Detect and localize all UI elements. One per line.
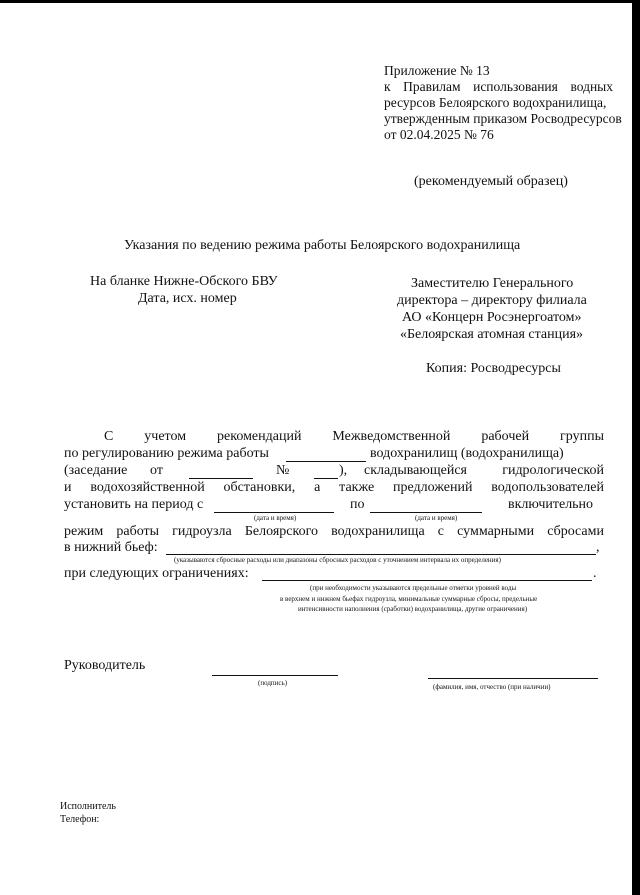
body-line-2-end: водохранилищ (водохранилища) (370, 446, 564, 461)
appendix-line-4: утвержденным приказом Росводресурсов (384, 111, 622, 126)
blank-meeting-number (314, 478, 338, 479)
appendix-line-5: от 02.04.2025 № 76 (384, 127, 494, 142)
appendix-number: Приложение № 13 (384, 63, 490, 78)
blank-reservoir (286, 461, 366, 462)
hint-restrictions-3: интенсивности наполнения (сработки) водохранилища, другие ограничения) (298, 605, 528, 613)
restrictions-label: при следующих ограничениях: (64, 566, 249, 581)
blank-signature (212, 675, 338, 676)
restrictions-period: . (593, 566, 597, 581)
body-word: водопользователей (491, 480, 604, 495)
body-word: С (104, 429, 114, 444)
body-word: рекомендаций (217, 429, 302, 444)
blank-meeting-date (189, 478, 253, 479)
blank-date-to (370, 512, 482, 513)
body-line-3-end (364, 463, 604, 479)
body-word: учетом (144, 429, 187, 444)
appendix-word: к (384, 79, 391, 94)
appendix-word: водных (570, 79, 613, 94)
body-word: и (64, 480, 72, 495)
sample-note: (рекомендуемый образец) (414, 174, 568, 189)
recipient-line-3: АО «Концерн Росэнергоатом» (402, 310, 582, 325)
body-line-1 (104, 429, 604, 445)
body-word: группы (560, 429, 604, 444)
recipient-line-2: директора – директору филиала (397, 293, 587, 308)
body-line-6 (64, 524, 604, 540)
body-line-4 (64, 480, 604, 496)
hint-date-from: (дата и время) (254, 514, 297, 522)
hint-discharges: (указываются сбросные расходы или диапазоны сбросных расходов с уточнением интервала их определения) (174, 556, 501, 564)
signature-head: Руководитель (64, 658, 146, 673)
period-to-label: по (350, 497, 365, 512)
hint-restrictions-2: в верхнем и нижнем бьефах гидроузла, минимальные суммарные сбросы, предельные (280, 595, 538, 603)
discharge-label: в нижний бьеф: (64, 540, 158, 555)
appendix-word: использования (473, 79, 558, 94)
meeting-from-label: от (150, 463, 163, 478)
hint-signature: (подпись) (258, 679, 288, 687)
copy-line: Копия: Росводресурсы (426, 361, 561, 376)
meeting-label: (заседание (64, 463, 128, 478)
appendix-line-3: ресурсов Белоярского водохранилища, (384, 95, 607, 110)
scan-right-edge (632, 0, 640, 895)
body-word: складывающейся (364, 463, 467, 478)
meeting-close: ), (339, 463, 348, 478)
hint-full-name: (фамилия, имя, отчество (при наличии) (433, 683, 551, 691)
blank-discharges (166, 554, 596, 555)
period-label: установить на период с (64, 497, 204, 512)
blank-date-from (214, 512, 334, 513)
blank-restrictions (262, 580, 592, 581)
discharge-comma: , (596, 540, 600, 555)
recipient-line-1: Заместителю Генерального (411, 276, 574, 291)
body-line-6-text: режим работы гидроузла Белоярского водохранилища с суммарными сбросами (64, 524, 604, 539)
period-inclusive: включительно (508, 497, 594, 512)
sender-line-1: На бланке Нижне-Обского БВУ (90, 274, 278, 289)
phone-label: Телефон: (60, 814, 100, 825)
recipient-line-4: «Белоярская атомная станция» (400, 327, 584, 342)
body-word: рабочей (481, 429, 530, 444)
hint-restrictions-1: (при необходимости указываются предельные отметки уровней воды (310, 584, 517, 592)
executor-label: Исполнитель (60, 801, 116, 812)
hint-date-to: (дата и время) (415, 514, 458, 522)
document-title: Указания по ведению режима работы Белоярского водохранилища (124, 238, 521, 253)
meeting-number-label: № (276, 463, 290, 478)
body-word: предложений (393, 480, 473, 495)
body-word: водохозяйственной (90, 480, 205, 495)
body-line-2-start: по регулированию режима работы (64, 446, 269, 461)
body-word: также (339, 480, 375, 495)
body-word: обстановки, (223, 480, 296, 495)
scan-top-edge (0, 0, 640, 3)
body-word: гидрологической (502, 463, 604, 478)
body-word: Межведомственной (332, 429, 451, 444)
appendix-line-2 (384, 79, 613, 95)
blank-full-name (428, 678, 598, 679)
sender-line-2: Дата, исх. номер (138, 291, 237, 306)
body-word: а (314, 480, 321, 495)
appendix-word: Правилам (403, 79, 461, 94)
